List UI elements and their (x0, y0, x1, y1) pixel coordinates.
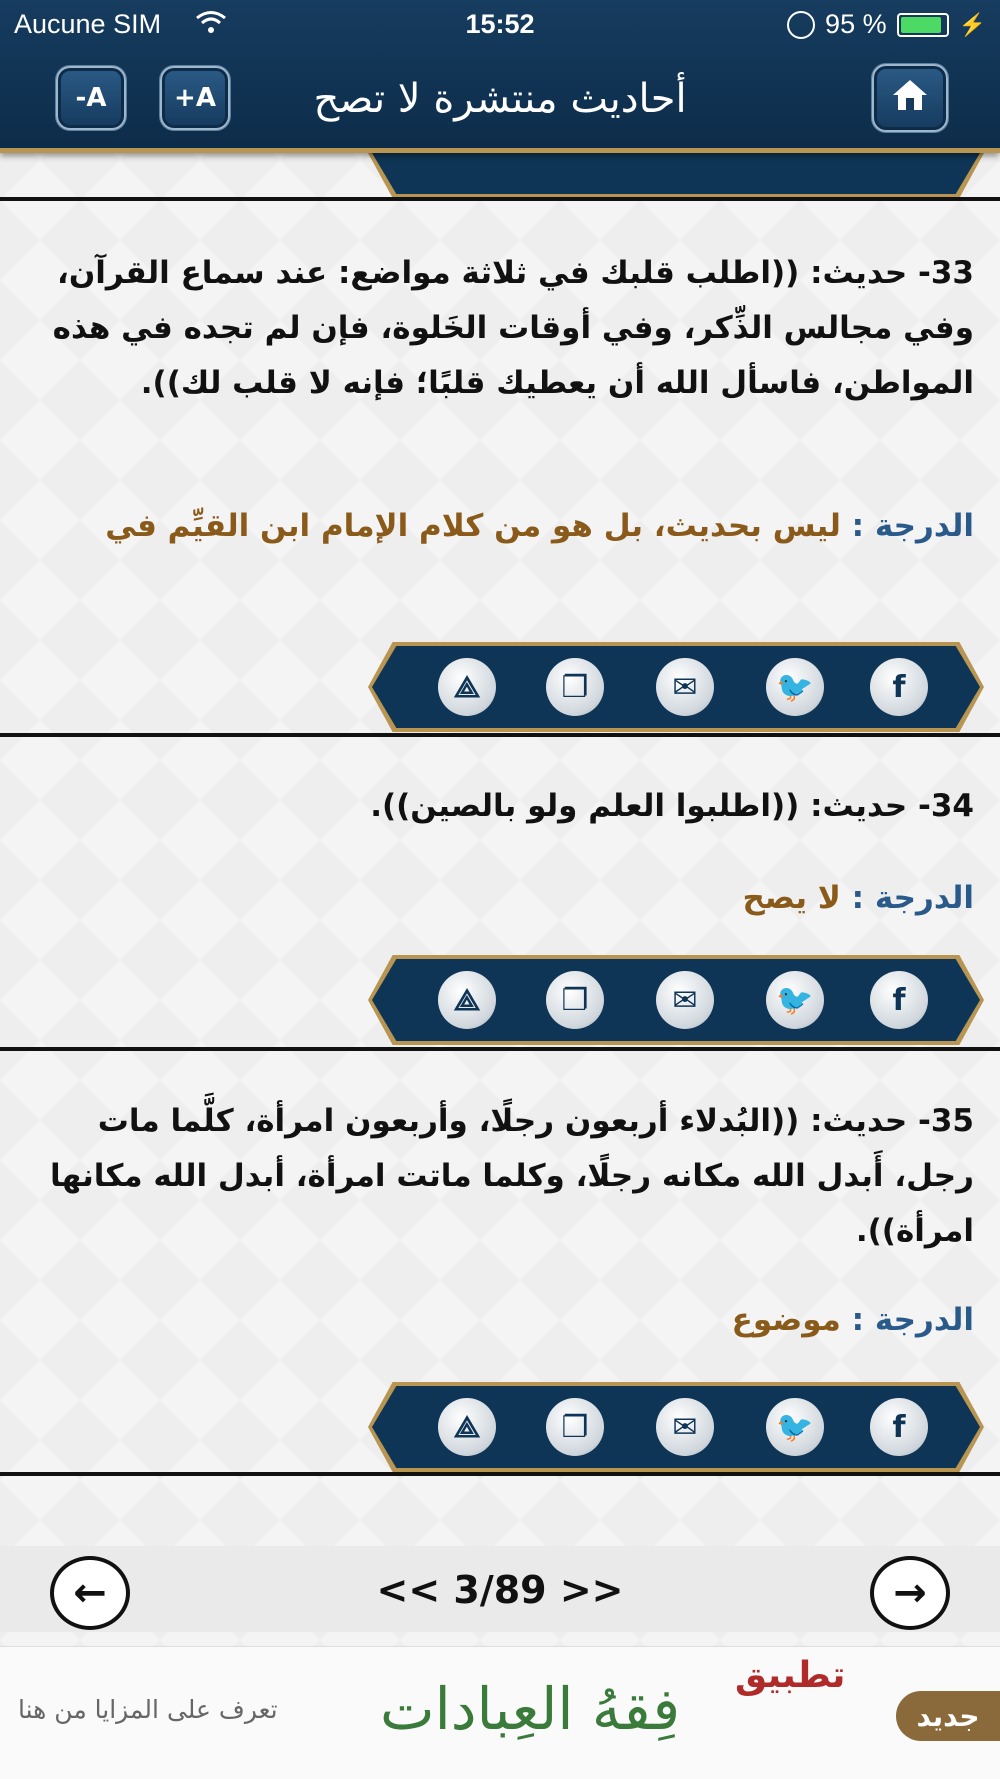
status-bar (0, 0, 1000, 50)
hadith-grade (742, 880, 974, 916)
share-icon[interactable]: ⟁ (438, 658, 496, 716)
next-page-button[interactable] (870, 1556, 950, 1630)
divider (0, 1472, 1000, 1476)
font-increase-button[interactable]: +A (160, 66, 230, 130)
arrow-right-icon: → (893, 1570, 927, 1616)
copy-icon[interactable]: ❐ (546, 1398, 604, 1456)
email-icon[interactable]: ✉ (656, 1398, 714, 1456)
banner-logo: فِقهُ العِبادات (380, 1675, 681, 1743)
clock: 15:52 (465, 9, 535, 39)
divider (0, 733, 1000, 737)
arrow-left-icon: ← (73, 1570, 107, 1616)
banner-app-label: تطبيق (735, 1655, 846, 1696)
page-indicator: << 3/89 >> (376, 1568, 624, 1612)
charging-icon: ⚡ (958, 11, 986, 37)
home-icon (890, 77, 930, 120)
grade-value: موضوع (731, 1302, 841, 1338)
banner-new-badge: جديد (896, 1691, 1000, 1741)
email-icon[interactable]: ✉ (656, 971, 714, 1029)
grade-label: الدرجة : (840, 880, 974, 916)
pagination-bar (0, 1546, 1000, 1632)
battery-icon (897, 13, 949, 37)
twitter-icon[interactable]: 🐦 (766, 1398, 824, 1456)
divider (0, 197, 1000, 201)
hadith-grade (732, 1302, 974, 1338)
hadith-text: 34- حديث: ((اطلبوا العلم ولو بالصين)). (370, 788, 974, 824)
app-banner[interactable] (0, 1646, 1000, 1779)
font-decrease-button[interactable]: -A (56, 66, 126, 130)
hadith-grade (105, 508, 974, 544)
share-bar (372, 646, 980, 728)
divider (0, 1047, 1000, 1051)
grade-value: لا يصح (742, 880, 841, 916)
facebook-icon[interactable]: f (870, 1398, 928, 1456)
carrier-label: Aucune SIM (14, 9, 162, 39)
twitter-icon[interactable]: 🐦 (766, 971, 824, 1029)
orientation-lock-icon (787, 11, 815, 39)
grade-value: ليس بحديث، بل هو من كلام الإمام ابن القيِّم في (105, 508, 841, 544)
battery-percent: 95 % (825, 9, 887, 39)
hadith-text: 35- حديث: ((البُدلاء أربعون رجلًا، وأربعون امرأة، كلَّما مات رجل، أَبدل الله مكانه رجلًا، وكلما ماتت امرأة، أبدل الله مكانها امرأة)). (49, 1103, 974, 1249)
home-button[interactable] (872, 64, 948, 132)
facebook-icon[interactable]: f (870, 971, 928, 1029)
copy-icon[interactable]: ❐ (546, 658, 604, 716)
banner-cta[interactable]: تعرف على المزايا من هنا (18, 1695, 278, 1724)
twitter-icon[interactable]: 🐦 (766, 658, 824, 716)
share-bar (372, 959, 980, 1041)
hadith-text: 33- حديث: ((اطلب قلبك في ثلاثة مواضع: عند سماع القرآن، وفي مجالس الذِّكر، وفي أوقات الخَلوة، فإن لم تجده في هذه المواطن، فاسأل الله أن يعطيك قلبًا؛ فإنه لا قلب لك)). (52, 255, 974, 401)
share-bar (372, 1386, 980, 1468)
grade-label: الدرجة : (840, 508, 974, 544)
app-header (0, 0, 1000, 153)
facebook-icon[interactable]: f (870, 658, 928, 716)
share-icon[interactable]: ⟁ (438, 971, 496, 1029)
page-title: أحاديث منتشرة لا تصح (313, 76, 687, 122)
share-icon[interactable]: ⟁ (438, 1398, 496, 1456)
grade-label: الدرجة : (840, 1302, 974, 1338)
email-icon[interactable]: ✉ (656, 658, 714, 716)
copy-icon[interactable]: ❐ (546, 971, 604, 1029)
previous-page-button[interactable] (50, 1556, 130, 1630)
